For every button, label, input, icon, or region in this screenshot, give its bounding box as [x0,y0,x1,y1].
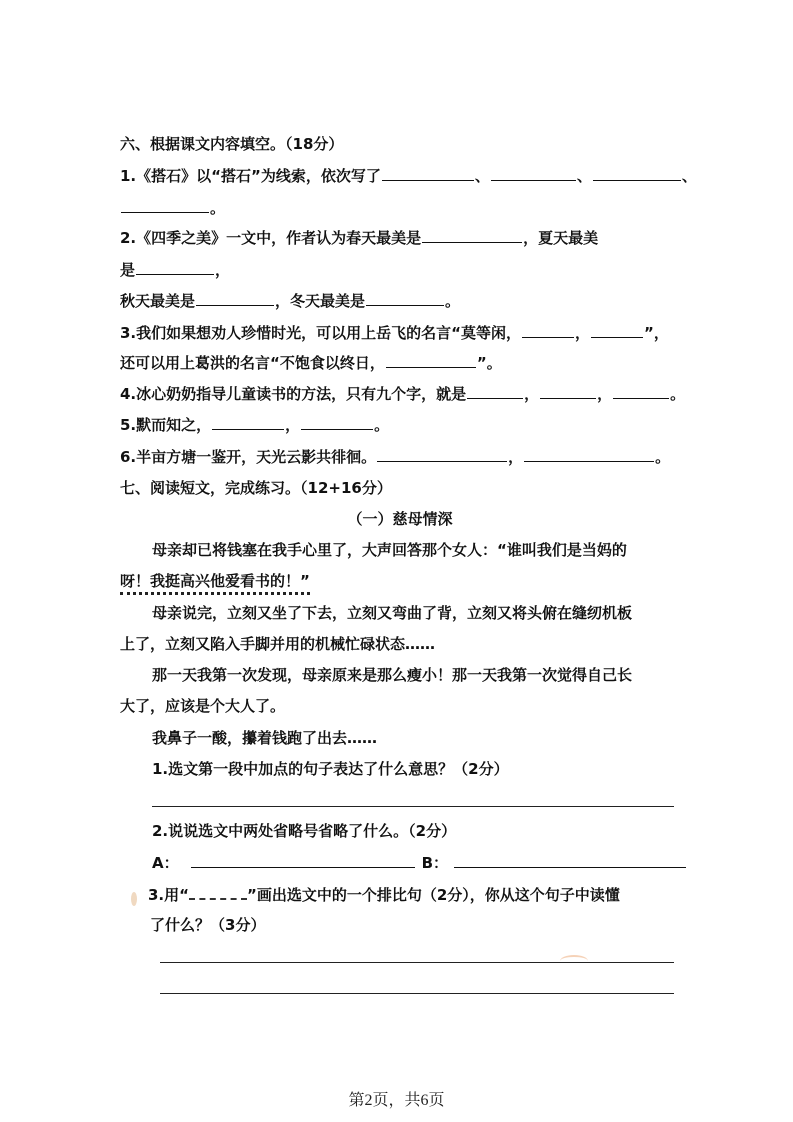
blank[interactable] [121,198,209,213]
passage-p1-line2 [120,571,680,591]
wavy-underline-mark [189,884,247,900]
q6-4: 4.冰心奶奶指导儿童读书的方法，只有九个字，就是 ， ， 。 [120,385,686,403]
blank[interactable] [613,384,669,399]
page-number: 第2页，共6页 [348,1092,445,1109]
answer-line[interactable] [160,962,674,963]
scan-smudge [560,955,588,967]
blank[interactable] [382,166,474,181]
blank[interactable] [467,384,523,399]
q7-3-line2: 了什么？（3分） [150,916,266,934]
q6-1-line2: 。 [120,198,680,218]
passage-p1-line1: 母亲却已将钱塞在我手心里了，大声回答那个女人：“谁叫我们是当妈的 [152,541,627,559]
blank[interactable] [301,415,373,430]
blank[interactable] [212,415,284,430]
passage-p3-line1: 那一天我第一次发现，母亲原来是那么瘦小！那一天我第一次觉得自己长 [152,666,633,684]
passage-title: （一）慈母情深 [347,510,453,528]
blank[interactable] [522,323,574,338]
section7-heading: 七、阅读短文，完成练习。（12+16分） [120,479,392,497]
blank[interactable] [377,447,507,462]
q6-6: 6.半亩方塘一鉴开，天光云影共徘徊。 ， 。 [120,448,671,466]
blank[interactable] [491,166,576,181]
blank[interactable] [136,260,214,275]
q6-5: 5.默而知之， ， 。 [120,416,390,434]
passage-p4: 我鼻子一酸，攥着钱跑了出去…… [152,729,378,747]
blank[interactable] [524,447,654,462]
blank[interactable] [422,228,522,243]
blank[interactable] [366,291,444,306]
blank[interactable] [593,166,681,181]
passage-p2-line1: 母亲说完，立刻又坐了下去，立刻又弯曲了背，立刻又将头俯在缝纫机板 [152,604,633,622]
blank[interactable] [386,353,476,368]
answer-b-blank[interactable] [454,853,686,868]
passage-p3-line2: 大了，应该是个大人了。 [120,697,286,715]
answer-a-blank[interactable] [191,853,415,868]
passage-p2-line2: 上了，立刻又陷入手脚并用的机械忙碌状态…… [120,635,436,653]
answer-line[interactable] [160,993,674,994]
blank[interactable] [540,384,596,399]
scan-smudge [131,892,137,906]
q6-1-line1: 1.《搭石》以“搭石”为线索，依次写了 、 、 、 [120,167,697,185]
q6-2-line1: 2.《四季之美》一文中，作者认为春天最美是 ，夏天最美 [120,229,599,247]
blank[interactable] [591,323,643,338]
blank[interactable] [196,291,274,306]
q7-2: 2.说说选文中两处省略号省略了什么。（2分） [152,822,457,840]
section6-heading: 六、根据课文内容填空。（18分） [120,135,344,153]
q6-2-line3: 秋天最美是 ，冬天最美是 。 [120,292,461,310]
q7-1: 1.选文第一段中加点的句子表达了什么意思？（2分） [152,760,509,778]
q6-3-line1: 3.我们如果想劝人珍惜时光，可以用上岳飞的名言“莫等闲， ， ”， [120,324,669,342]
q7-3-line1: 3.用“ ”画出选文中的一个排比句（2分），你从这个句子中读懂 [148,886,620,904]
dotted-sentence: 呀！我挺高兴他爱看书的！” [120,572,310,590]
q7-2-answers: A： B： [152,853,680,873]
q6-2-line2: 是 ， [120,261,231,279]
answer-line[interactable] [152,806,674,807]
q6-3-line2: 还可以用上葛洪的名言“不饱食以终日， ”。 [120,354,502,372]
